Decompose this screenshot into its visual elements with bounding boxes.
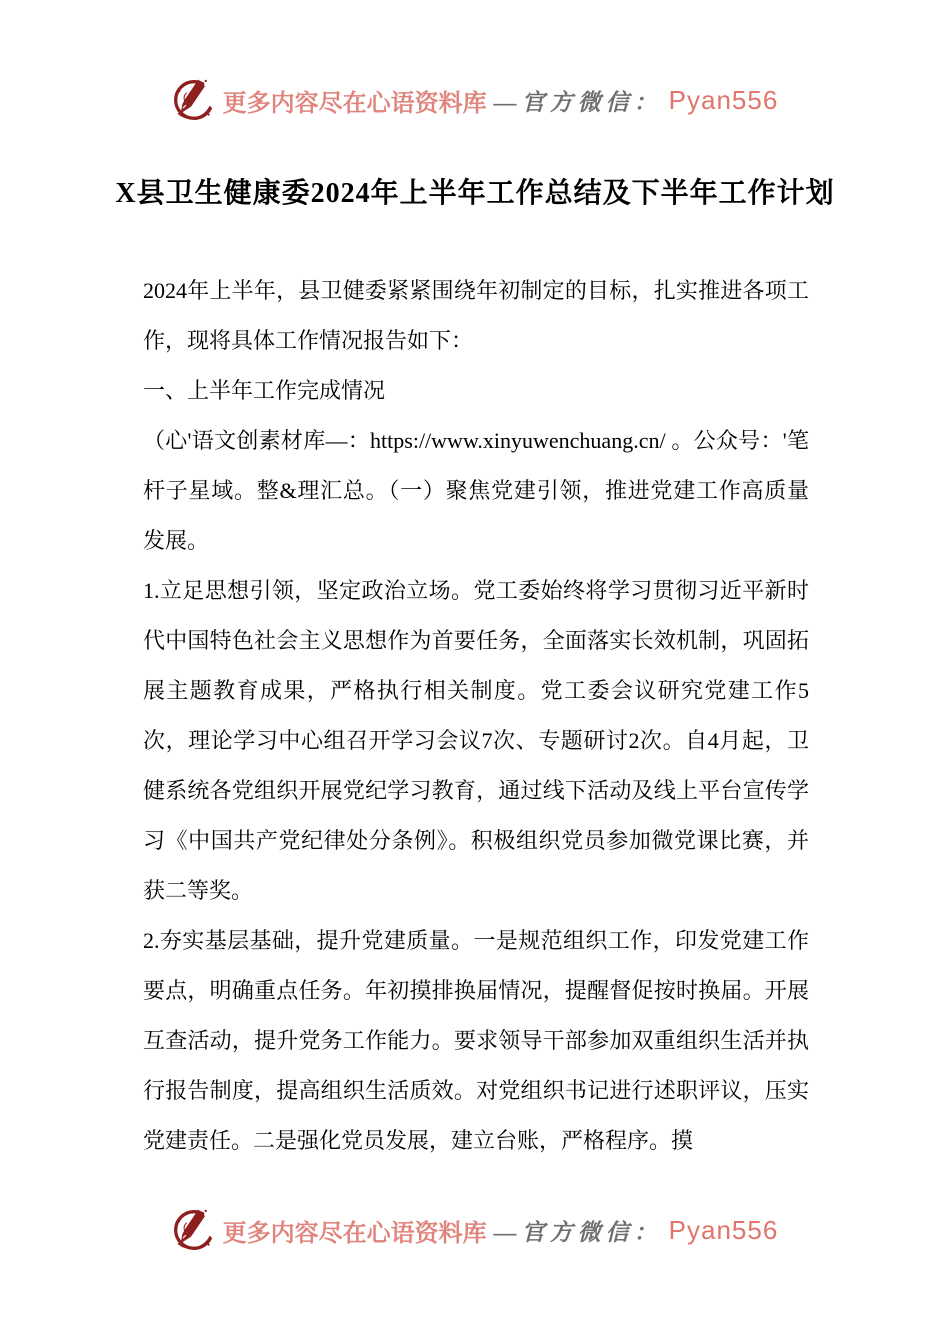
wechat-id: Pyan556 <box>668 84 779 115</box>
pen-circle-logo-icon <box>172 1200 216 1260</box>
page-title: X县卫生健康委2024年上半年工作总结及下半年工作计划 <box>115 178 835 209</box>
pen-circle-logo-icon <box>172 70 216 130</box>
promo-text: 更多内容尽在心语资料库 <box>222 1220 487 1247</box>
paragraph-point-2: 2.夯实基层基础，提升党建质量。一是规范组织工作，印发党建工作要点，明确重点任务。年初摸排换届情况，提醒督促按时换届。开展互查活动，提升党务工作能力。要求领导干部参加双重组织生活并执行报告制度，提高组织生活质效。对党组织书记进行述职评议，压实党建责任。二是强化党员发展，建立台账，严格程序。摸 <box>143 928 809 1153</box>
wechat-label: —官方微信： <box>493 89 662 115</box>
paragraph-intro: 2024年上半年，县卫健委紧紧围绕年初制定的目标，扎实推进各项工作，现将具体工作情况报告如下： <box>143 278 809 353</box>
paragraph-point-1: 1.立足思想引领，坚定政治立场。党工委始终将学习贯彻习近平新时代中国特色社会主义思想作为首要任务，全面落实长效机制，巩固拓展主题教育成果，严格执行相关制度。党工委会议研究党建工作5次，理论学习中心组召开学习会议7次、专题研讨2次。自4月起，卫健系统各党组织开展党纪学习教育，通过线下活动及线上平台宣传学习《中国共产党纪律处分条例》。积极组织党员参加微党课比赛，并获二等奖。 <box>143 578 809 903</box>
wechat-label: —官方微信： <box>493 1219 662 1245</box>
paragraph-source-note: （心'语文创素材库—：https://www.xinyuwenchuang.cn/ 。公众号：'笔杆子星域。整&理汇总。（一）聚焦党建引领，推进党建工作高质量发展。 <box>143 428 809 553</box>
header-watermark <box>0 70 950 130</box>
wechat-id: Pyan556 <box>668 1214 779 1245</box>
promo-text: 更多内容尽在心语资料库 <box>222 90 487 117</box>
footer-watermark <box>0 1200 950 1260</box>
document-body <box>143 266 809 1166</box>
paragraph-section-heading: 一、上半年工作完成情况 <box>143 378 386 403</box>
